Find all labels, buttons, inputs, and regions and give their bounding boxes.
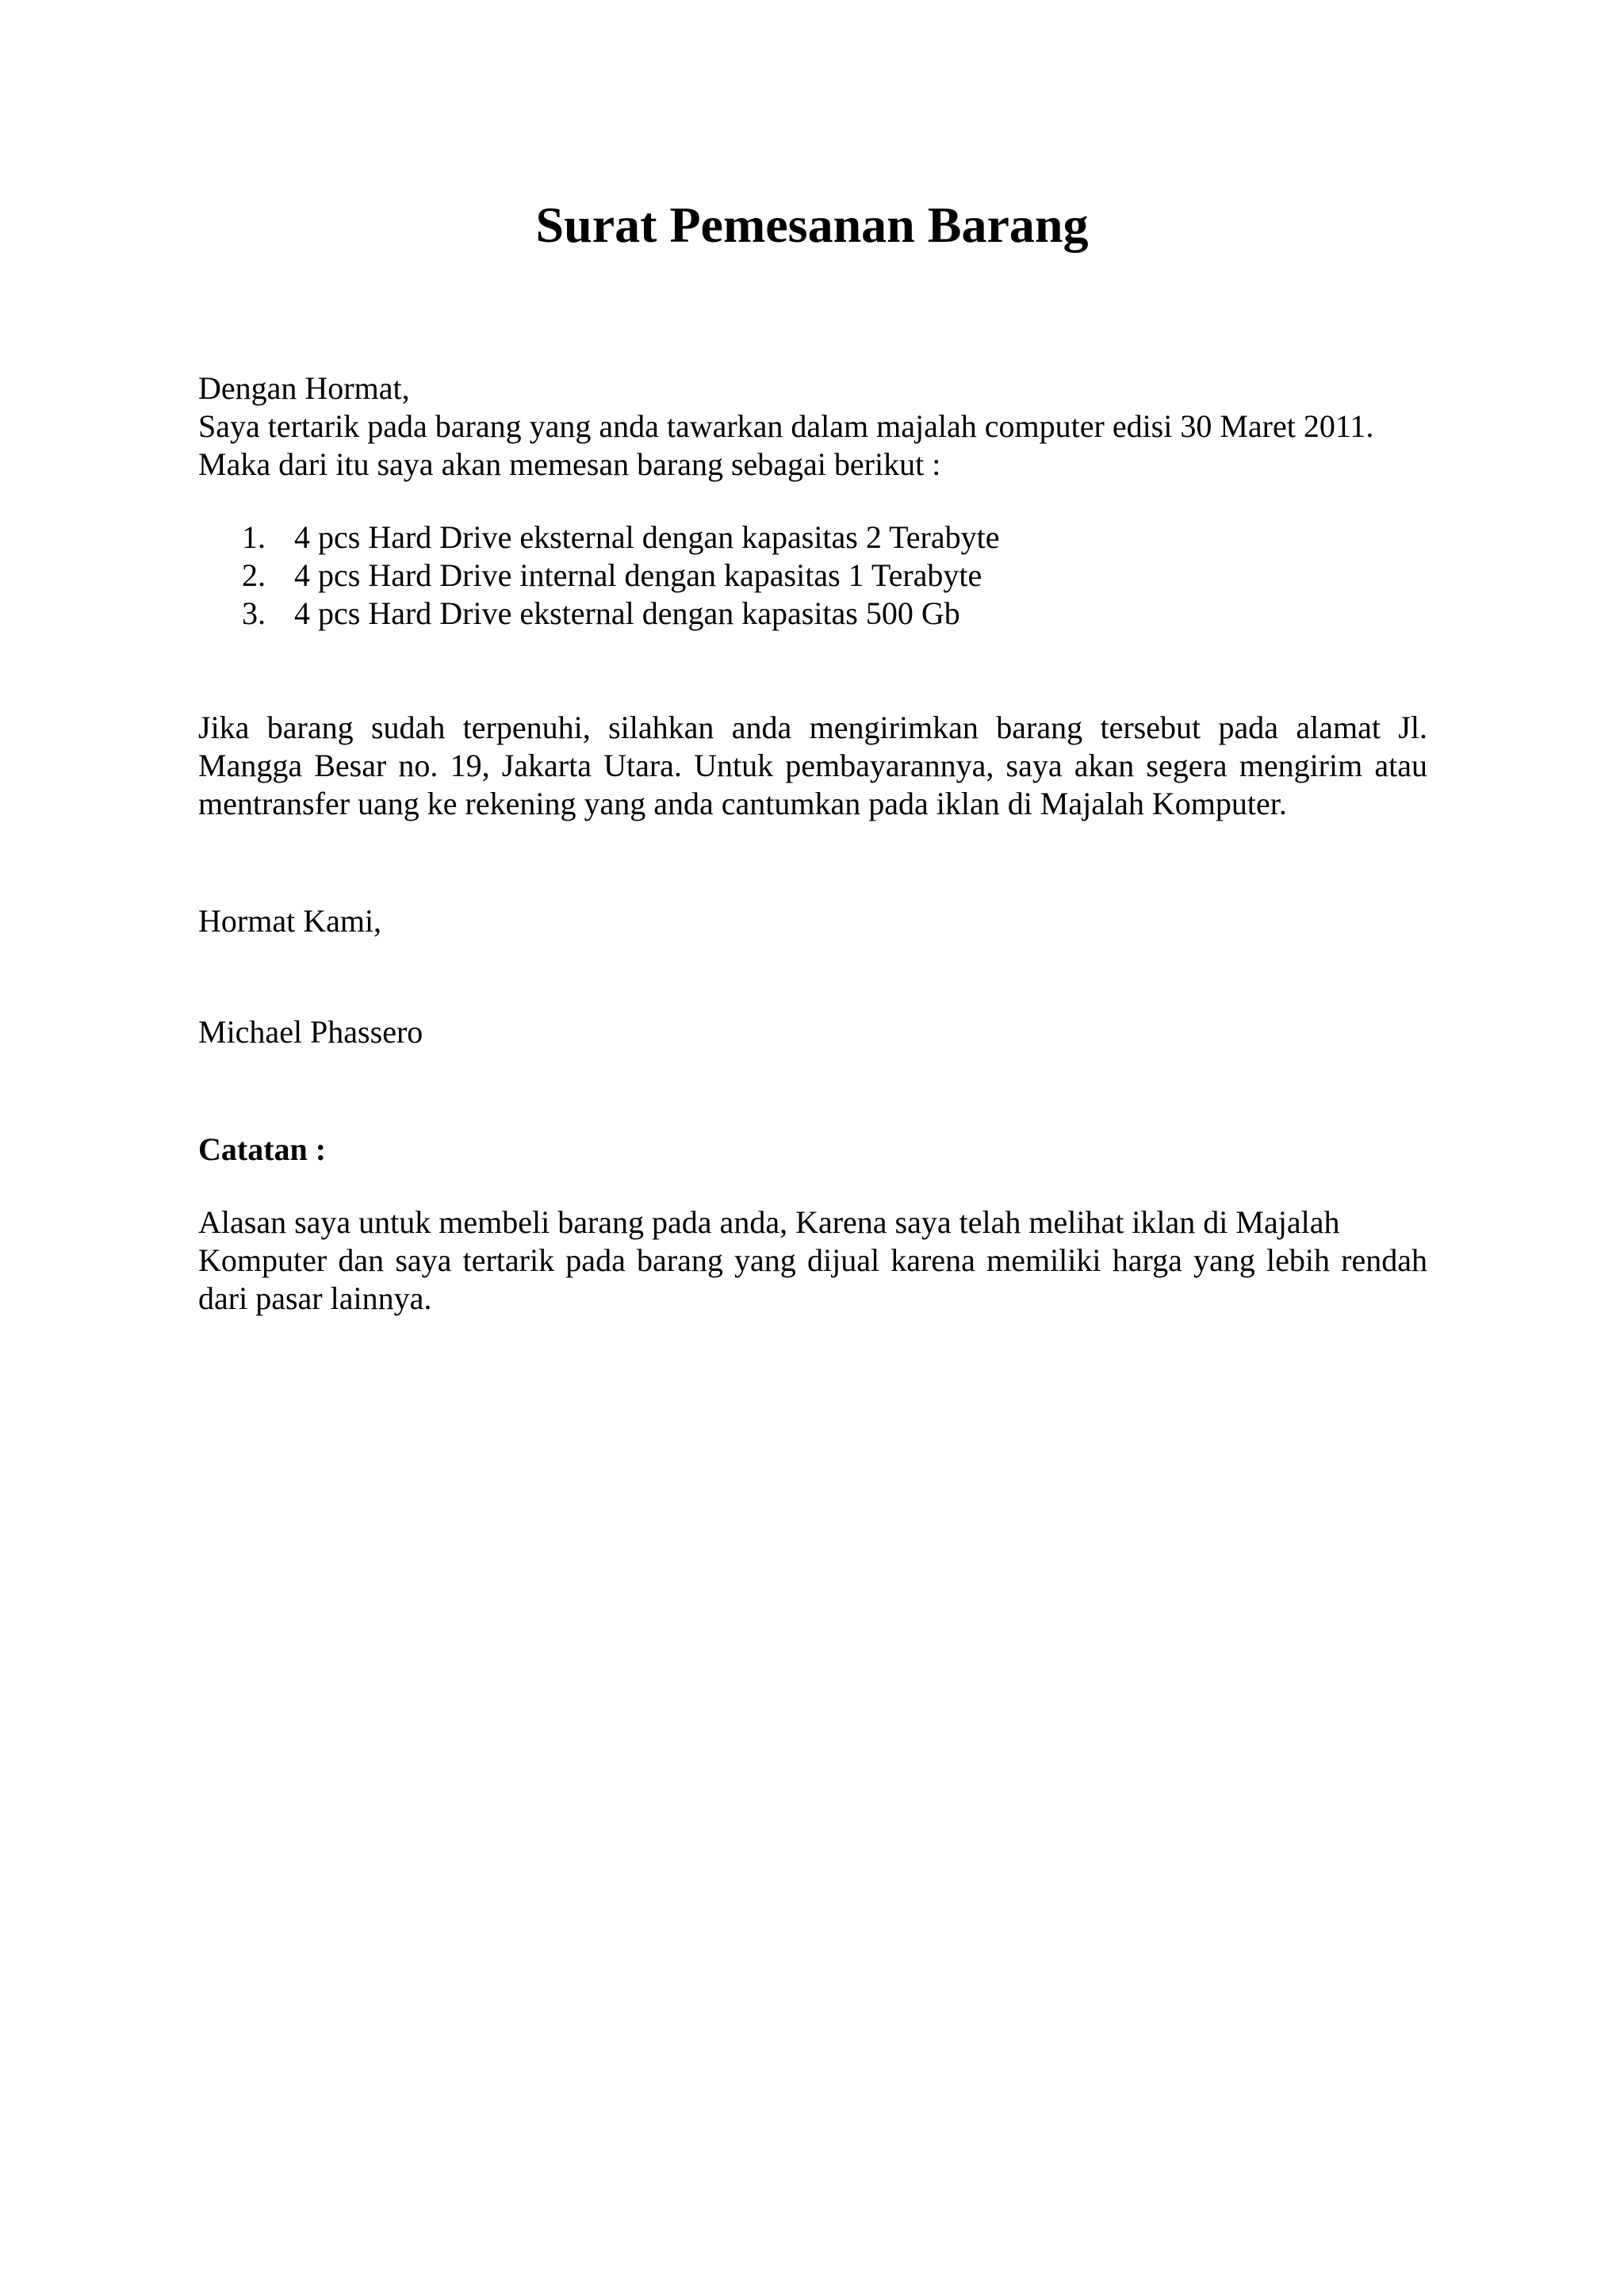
list-item-text: 4 pcs Hard Drive internal dengan kapasitas 1 Terabyte	[294, 557, 982, 593]
note-line: dari pasar lainnya.	[198, 1280, 432, 1316]
note-heading-line: Catatan :	[198, 1131, 327, 1167]
intro-line: Maka dari itu saya akan memesan barang sebagai berikut :	[198, 446, 941, 482]
list-item-number: 2.	[242, 557, 266, 593]
closing-line: Mangga Besar no. 19, Jakarta Utara. Untuk pembayarannya, saya akan segera mengirim atau	[198, 748, 1427, 783]
signer-name	[198, 1013, 1427, 1051]
page-title: Surat Pemesanan Barang	[535, 197, 1089, 253]
note-paragraph	[198, 1203, 1427, 1318]
list-item	[242, 519, 999, 557]
intro-paragraph	[198, 408, 1427, 484]
note-line: Alasan saya untuk membeli barang pada anda, Karena saya telah melihat iklan di Majalah	[198, 1204, 1340, 1240]
signer-name-line: Michael Phassero	[198, 1014, 423, 1050]
list-item-text: 4 pcs Hard Drive eksternal dengan kapasitas 2 Terabyte	[294, 519, 1000, 555]
greeting	[198, 369, 1427, 408]
list-item	[242, 557, 999, 595]
closing-line: Jika barang sudah terpenuhi, silahkan anda mengirimkan barang tersebut pada alamat Jl.	[198, 710, 1427, 745]
list-item-text: 4 pcs Hard Drive eksternal dengan kapasitas 500 Gb	[294, 595, 960, 631]
list-item-number: 1.	[242, 519, 266, 555]
order-list	[242, 519, 999, 633]
closing-paragraph	[198, 709, 1427, 823]
closing-line: mentransfer uang ke rekening yang anda cantumkan pada iklan di Majalah Komputer.	[198, 786, 1287, 821]
sign-off	[198, 902, 1427, 940]
greeting-line: Dengan Hormat,	[198, 370, 410, 406]
list-item	[242, 595, 999, 633]
note-heading	[198, 1131, 1427, 1169]
list-item-number: 3.	[242, 595, 266, 631]
sign-off-line: Hormat Kami,	[198, 903, 382, 939]
note-line: Komputer dan saya tertarik pada barang yang dijual karena memiliki harga yang lebih rendah	[198, 1242, 1427, 1278]
intro-line: Saya tertarik pada barang yang anda tawarkan dalam majalah computer edisi 30 Maret 2011.	[198, 408, 1374, 444]
